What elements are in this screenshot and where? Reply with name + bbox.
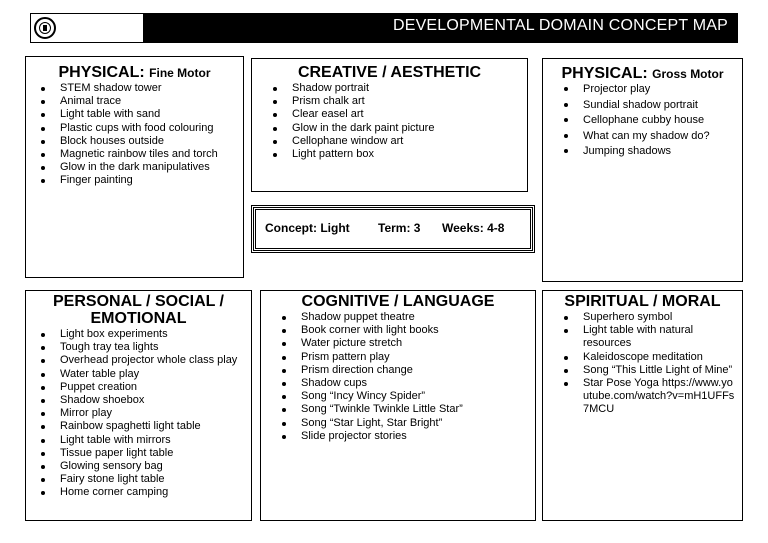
box-title: SPIRITUAL / MORAL — [564, 293, 721, 310]
list-item: Home corner camping — [60, 486, 251, 499]
list-item: Shadow shoebox — [60, 394, 251, 407]
list-item: Jumping shadows — [583, 144, 742, 160]
university-seal-icon — [34, 17, 56, 39]
activity-list — [26, 328, 251, 500]
box-title: PHYSICAL: Fine Motor — [58, 64, 211, 81]
box-creative-aesthetic — [251, 58, 528, 192]
list-item: Water picture stretch — [301, 337, 535, 350]
list-item: Prism pattern play — [301, 351, 535, 364]
list-item: Kaleidoscope meditation — [583, 351, 738, 364]
page-header — [30, 13, 738, 43]
list-item: Star Pose Yoga https://www.youtube.com/watch?v=mH1UFFs7MCU — [583, 377, 738, 417]
list-item: Cellophane cubby house — [583, 113, 742, 129]
list-item: Glow in the dark manipulatives — [60, 161, 243, 174]
activity-list — [261, 311, 535, 443]
list-item: Prism chalk art — [292, 95, 527, 108]
list-item: Tissue paper light table — [60, 447, 251, 460]
list-item: Superhero symbol — [583, 311, 738, 324]
list-item: Cellophane window art — [292, 135, 527, 148]
university-logo — [30, 13, 144, 43]
list-item: Plastic cups with food colouring — [60, 122, 243, 135]
box-physical-gross-motor — [542, 58, 743, 282]
list-item: Shadow portrait — [292, 82, 527, 95]
logo-line2: NOTRE DAME — [60, 22, 142, 36]
list-item: Water table play — [60, 368, 251, 381]
activity-list — [543, 311, 742, 417]
logo-line1: THE UNIVERSITY OF — [60, 16, 124, 22]
box-personal-social-emotional — [25, 290, 252, 521]
list-item: Puppet creation — [60, 381, 251, 394]
activity-list — [543, 82, 742, 160]
list-item: Tough tray tea lights — [60, 341, 251, 354]
list-item: Light table with mirrors — [60, 434, 251, 447]
concept-label: Concept: Light — [265, 221, 350, 235]
list-item: Sundial shadow portrait — [583, 98, 742, 114]
page-title: DEVELOPMENTAL DOMAIN CONCEPT MAP — [392, 17, 728, 34]
box-cognitive-language — [260, 290, 536, 521]
list-item: Song “Twinkle Twinkle Little Star” — [301, 403, 535, 416]
list-item: Mirror play — [60, 407, 251, 420]
list-item: Light box experiments — [60, 328, 251, 341]
box-title: CREATIVE / AESTHETIC — [297, 64, 482, 81]
list-item: Song “Incy Wincy Spider” — [301, 390, 535, 403]
list-item: Finger painting — [60, 174, 243, 187]
list-item: Overhead projector whole class play — [60, 354, 251, 367]
list-item: Light table with sand — [60, 108, 243, 121]
list-item: Projector play — [583, 82, 742, 98]
activity-list — [26, 82, 243, 188]
list-item: Slide projector stories — [301, 430, 535, 443]
list-item: Fairy stone light table — [60, 473, 251, 486]
box-title: PERSONAL / SOCIAL / EMOTIONAL — [53, 293, 224, 327]
list-item: Magnetic rainbow tiles and torch — [60, 148, 243, 161]
weeks-label: Weeks: 4-8 — [442, 221, 505, 235]
list-item: What can my shadow do? — [583, 129, 742, 145]
list-item: Clear easel art — [292, 108, 527, 121]
activity-list — [252, 82, 527, 161]
list-item: Animal trace — [60, 95, 243, 108]
list-item: Shadow puppet theatre — [301, 311, 535, 324]
concept-bar — [253, 207, 533, 251]
list-item: Song “This Little Light of Mine” — [583, 364, 738, 377]
list-item: Glow in the dark paint picture — [292, 122, 527, 135]
box-title: PHYSICAL: Gross Motor — [561, 65, 724, 82]
list-item: Shadow cups — [301, 377, 535, 390]
list-item: Song “Star Light, Star Bright” — [301, 417, 535, 430]
box-physical-fine-motor — [25, 56, 244, 278]
list-item: Glowing sensory bag — [60, 460, 251, 473]
list-item: Book corner with light books — [301, 324, 535, 337]
list-item: Rainbow spaghetti light table — [60, 420, 251, 433]
list-item: Block houses outside — [60, 135, 243, 148]
list-item: Light pattern box — [292, 148, 527, 161]
box-title: COGNITIVE / LANGUAGE — [301, 293, 495, 310]
box-spiritual-moral — [542, 290, 743, 521]
list-item: Light table with natural resources — [583, 324, 738, 350]
list-item: STEM shadow tower — [60, 82, 243, 95]
list-item: Prism direction change — [301, 364, 535, 377]
logo-line3: AUSTRALIA — [60, 36, 110, 41]
term-label: Term: 3 — [378, 221, 421, 235]
